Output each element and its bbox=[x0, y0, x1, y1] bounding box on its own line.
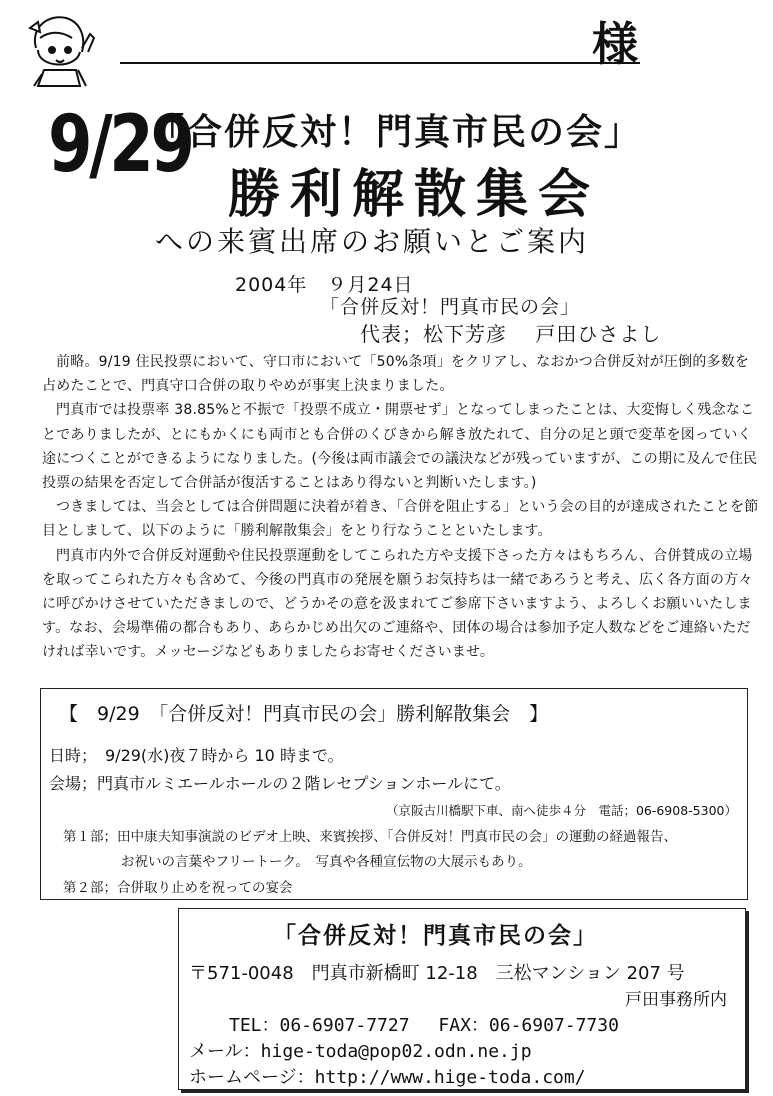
program-part2: 第２部；合併取り止めを祝っての宴会 bbox=[63, 880, 293, 896]
body-paragraph: つきましては、当会としては合併問題に決着が着き、「合併を阻止する」という会の目的が達成されたことを節目としまして、以下のように「勝利解散集会」をとり行なうことといたします。 bbox=[42, 499, 759, 540]
event-date-large: 9/29 bbox=[48, 100, 192, 190]
body-paragraph: 門真市では投票率 38.85%と不振で「投票不成立・開票せず」となってしまったことは、大変悔しく残念なことでありましたが、とにもかくにも両市とも合併のくびきから解き放たれて、自分の足と頭で変革を図っていく途につくことができるようになりました。(今後は両市議会での議決などが残っていますが、この期に及んで住民投票の結果を否定して合併話が復活することはあり得ないと判断いたします。) bbox=[42, 402, 758, 492]
event-info-box bbox=[40, 688, 748, 900]
issue-date: 2004年 ９月24日 bbox=[235, 274, 414, 296]
event-info-heading: 【 9/29 「合併反対！門真市民の会」勝利解散集会 】 bbox=[59, 703, 549, 725]
event-title: 勝利解散集会 bbox=[228, 165, 601, 225]
girl-mascot-icon bbox=[20, 8, 100, 88]
contact-phone-fax: TEL：06-6907-7727 FAX：06-6907-7730 bbox=[229, 1015, 619, 1036]
subtitle: への来賓出席のお願いとご案内 bbox=[155, 225, 590, 258]
honorific: 様 bbox=[592, 17, 638, 71]
event-venue: 会場；門真市ルミエールホールの２階レセプションホールにて。 bbox=[49, 774, 511, 793]
organization-title: 「合併反対！門真市民の会」 bbox=[148, 112, 643, 153]
contact-office: 戸田事務所内 bbox=[625, 990, 727, 1010]
contact-email[interactable]: メール：hige-toda@pop02.odn.ne.jp bbox=[189, 1041, 532, 1062]
venue-access: （京阪古川橋駅下車、南へ徒歩４分 電話；06-6908-5300） bbox=[385, 803, 737, 818]
sender-representatives: 代表；松下芳彦 戸田ひさよし bbox=[360, 322, 662, 346]
sender-organization: 「合併反対！門真市民の会」 bbox=[320, 296, 581, 318]
event-datetime: 日時； 9/29(水)夜７時から 10 時まで。 bbox=[49, 746, 344, 765]
program-part1: 第１部；田中康夫知事演説のビデオ上映、来賓挨拶、「合併反対！門真市民の会」の運動の経過報告、 bbox=[63, 829, 677, 845]
recipient-name-line bbox=[120, 62, 640, 64]
contact-homepage[interactable]: ホームページ：http://www.hige-toda.com/ bbox=[189, 1067, 586, 1088]
program-part1-continued: お祝いの言葉やフリートーク。 写真や各種宣伝物の大展示もあり。 bbox=[121, 854, 532, 870]
contact-organization: 「合併反対！門真市民の会」 bbox=[273, 923, 598, 949]
body-paragraph: 前略。9/19 住民投票において、守口市において「50%条項」をクリアし、なおかつ合併反対が圧倒的多数を占めたことで、門真守口合併の取りやめが事実上決まりました。 bbox=[42, 354, 750, 395]
contact-address: 〒571-0048 門真市新橋町 12-18 三松マンション 207 号 bbox=[189, 963, 685, 984]
contact-box bbox=[178, 908, 746, 1090]
body-paragraph: 門真市内外で合併反対運動や住民投票運動をしてこられた方や支援下さった方々はもちろん、合併賛成の立場を取ってこられた方々も含めて、今後の門真市の発展を願うお気持ちは一緒であろうと考え、広く各方面の方々に呼びかけさせていただきましので、どうかその意を汲まれてご参席下さいますよう、よろしくお願いいたします。なお、会場準備の都合もあり、あらかじめ出欠のご連絡や、団体の場合は参加予定人数などをご連絡いただければ幸いです。メッセージなどもありましたらお寄せくださいませ。 bbox=[42, 547, 753, 661]
letter-body bbox=[42, 350, 762, 665]
